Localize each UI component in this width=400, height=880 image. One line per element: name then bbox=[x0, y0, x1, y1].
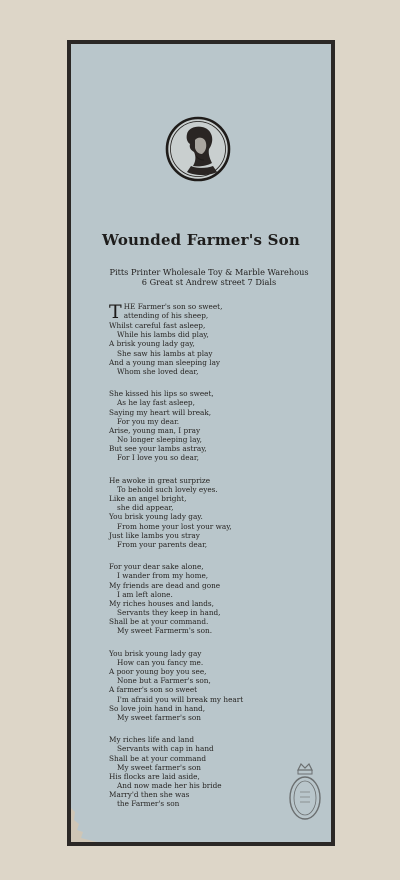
poem-line: Marry'd then she was bbox=[109, 790, 190, 800]
poem-line: Shall be at your command bbox=[109, 753, 207, 763]
poem-line: My friends are dead and gone bbox=[109, 580, 221, 590]
poem-line: And a young man sleeping lay bbox=[109, 357, 221, 367]
poem-line: As he lay fast asleep, bbox=[117, 398, 195, 408]
stanza bbox=[109, 302, 319, 376]
poem-line: I am left alone. bbox=[117, 589, 173, 599]
poem-line: attending of his sheep, bbox=[123, 311, 209, 321]
poem-line: I'm afraid you will break my heart bbox=[117, 694, 244, 704]
poem-line: Like an angel bright, bbox=[109, 494, 187, 503]
poem-line: From your parents dear, bbox=[117, 539, 208, 549]
poem-line: My sweet farmer's son bbox=[117, 762, 201, 772]
poem-line: So love join hand in hand, bbox=[109, 703, 206, 713]
poem-line: Servants with cap in hand bbox=[117, 744, 214, 754]
poem-line: You brisk young lady gay bbox=[109, 648, 202, 658]
poem-line: Servants they keep in hand, bbox=[117, 608, 221, 618]
imprint-line: Pitts Printer Wholesale Toy & Marble Warehous bbox=[109, 267, 309, 277]
poem-line: the Farmer's son bbox=[117, 799, 180, 809]
poem-line: Saying my heart will break, bbox=[109, 407, 212, 417]
poem-line: How can you fancy me. bbox=[117, 657, 204, 667]
poem-line: she did appear, bbox=[117, 503, 174, 513]
poem-line: A farmer's son so sweet bbox=[109, 685, 198, 695]
poem-line: For you my dear. bbox=[117, 416, 180, 426]
poem-line: For your dear sake alone, bbox=[109, 562, 204, 572]
poem-line: My sweet farmer's son bbox=[117, 712, 201, 722]
stanza bbox=[109, 476, 319, 550]
poem-line: To behold such lovely eyes. bbox=[117, 484, 218, 494]
poem-line: She saw his lambs at play bbox=[117, 348, 213, 358]
drop-cap: T bbox=[109, 301, 122, 323]
poem-line: And now made her his bride bbox=[117, 781, 222, 791]
poem-body bbox=[109, 302, 319, 822]
poem-line: He awoke in great surprize bbox=[109, 475, 211, 485]
poem-line: His flocks are laid aside, bbox=[109, 771, 200, 781]
poem-line: Whilst careful fast asleep, bbox=[109, 321, 206, 330]
poem-line: None but a Farmer's son, bbox=[117, 676, 211, 686]
imprint-line: 6 Great st Andrew street 7 Dials bbox=[141, 277, 277, 287]
stanza bbox=[109, 649, 319, 723]
poem-line: Whom she loved dear, bbox=[117, 366, 199, 376]
poem-line: She kissed his lips so sweet, bbox=[109, 389, 214, 399]
poem-line: HE Farmer's son so sweet, bbox=[123, 302, 223, 311]
portrait-woodcut bbox=[165, 116, 231, 182]
poem-line: My sweet Farmerm's son. bbox=[117, 626, 213, 636]
poem-line: My riches houses and lands, bbox=[109, 598, 214, 608]
ballad-title: Wounded Farmer's Son bbox=[102, 231, 300, 249]
poem-line: I wander from my home, bbox=[117, 571, 209, 581]
poem-line: Arise, young man, I pray bbox=[109, 425, 201, 435]
poem-line: Shall be at your command. bbox=[109, 617, 209, 627]
poem-line: While his lambs did play, bbox=[117, 330, 209, 340]
poem-line: My riches life and land bbox=[109, 735, 195, 745]
poem-line: For I love you so dear, bbox=[117, 453, 199, 463]
stanza bbox=[109, 389, 319, 463]
poem-line: But see your lambs astray, bbox=[109, 444, 207, 454]
poem-line: A brisk young lady gay, bbox=[109, 339, 195, 349]
library-stamp bbox=[287, 762, 323, 822]
torn-corner bbox=[71, 800, 111, 842]
poem-line: A poor young boy you see, bbox=[109, 667, 207, 676]
poem-line: You brisk young lady gay. bbox=[109, 512, 203, 522]
poem-line: No longer sleeping lay, bbox=[117, 435, 202, 445]
poem-line: From home your lost your way, bbox=[117, 521, 232, 531]
poem-line: Just like lambs you stray bbox=[109, 530, 200, 540]
stanza bbox=[109, 562, 319, 636]
printer-imprint bbox=[95, 267, 323, 287]
